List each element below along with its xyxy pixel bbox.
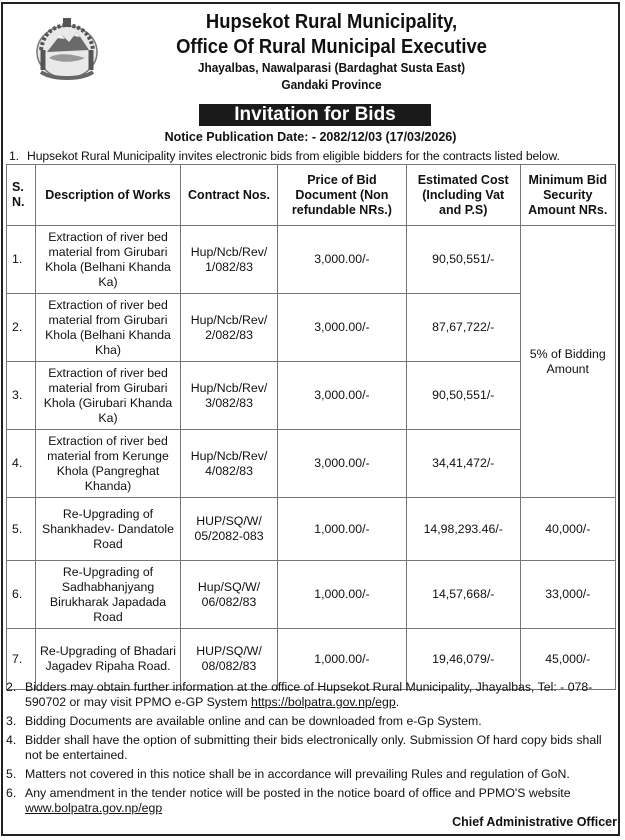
cell-price: 3,000.00/- xyxy=(277,294,406,362)
header-price: Price of Bid Document (Non refundable NRs.) xyxy=(277,165,406,226)
cell-contract: Hup/Ncb/Rev/ 1/082/83 xyxy=(181,226,278,294)
cell-price: 3,000.00/- xyxy=(277,430,406,498)
egp-link[interactable]: https://bolpatra.gov.np/egp xyxy=(250,695,396,709)
header-estimate: Estimated Cost (Including Vat and P.S) xyxy=(406,165,520,226)
cell-sn: 1. xyxy=(7,226,36,294)
note-text: Bidding Documents are available online and can be downloaded from e-Gp System. xyxy=(25,714,482,728)
note-number: 6. xyxy=(6,786,17,800)
cell-description: Re-Upgrading of Bhadari Jagadev Ripaha Road. xyxy=(35,629,180,690)
cell-price: 3,000.00/- xyxy=(277,226,406,294)
cell-contract: Hup/Ncb/Rev/ 3/082/83 xyxy=(181,362,278,430)
cell-contract: HUP/SQ/W/ 05/2082-083 xyxy=(181,498,278,561)
publication-date: Notice Publication Date: - 2082/12/03 (17/03/2026) xyxy=(164,130,457,144)
cell-description: Extraction of river bed material from Kerunge Khola (Pangreghat Khanda) xyxy=(35,430,180,498)
notes-list xyxy=(6,680,616,820)
header-sn: S. N. xyxy=(7,165,36,226)
note-number: 5. xyxy=(6,767,17,781)
cell-sn: 3. xyxy=(7,362,36,430)
cell-sn: 6. xyxy=(7,561,36,629)
note-item xyxy=(6,714,616,729)
letterhead xyxy=(3,10,618,94)
cell-security: 40,000/- xyxy=(520,498,616,561)
note-text: Bidders may obtain further information at the office of Hupsekot Rural Municipality, Jhayalbas, Tel: - 078-590702 or may visit PPMO e-GP System xyxy=(25,680,593,709)
cell-description: Re-Upgrading of Shankhadev- Dandatole Road xyxy=(35,498,180,561)
cell-contract: Hup/Ncb/Rev/ 2/082/83 xyxy=(181,294,278,362)
table-row xyxy=(7,226,616,294)
cell-description: Re-Upgrading of Sadhabhanjyang Birukharak Japadada Road xyxy=(35,561,180,629)
note-number: 4. xyxy=(6,733,17,747)
cell-estimate: 34,41,472/- xyxy=(406,430,520,498)
cell-estimate: 14,98,293.46/- xyxy=(406,498,520,561)
cell-contract: Hup/Ncb/Rev/ 4/082/83 xyxy=(181,430,278,498)
note-number: 3. xyxy=(6,714,17,728)
cell-price: 3,000.00/- xyxy=(277,362,406,430)
header-contract: Contract Nos. xyxy=(181,165,278,226)
cell-estimate: 90,50,551/- xyxy=(406,226,520,294)
cell-price: 1,000.00/- xyxy=(277,629,406,690)
signatory: Chief Administrative Officer xyxy=(452,815,617,829)
cell-estimate: 87,67,722/- xyxy=(406,294,520,362)
note-text: Bidder shall have the option of submitting their bids electronically only. Submission Of hard copy bids shall not be entertained. xyxy=(25,733,602,762)
cell-description: Extraction of river bed material from Girubari Khola (Belhani Khanda Ka) xyxy=(35,226,180,294)
intro-note xyxy=(9,149,560,163)
note-text: Any amendment in the tender notice will be posted in the notice board of office and PPMO'S website xyxy=(25,786,571,800)
header-security: Minimum Bid Security Amount NRs. xyxy=(520,165,616,226)
cell-security: 45,000/- xyxy=(520,629,616,690)
header-description: Description of Works xyxy=(35,165,180,226)
cell-contract: HUP/SQ/W/ 08/082/83 xyxy=(181,629,278,690)
note-item xyxy=(6,786,616,816)
cell-price: 1,000.00/- xyxy=(277,561,406,629)
intro-text: Hupsekot Rural Municipality invites electronic bids from eligible bidders for the contracts listed below. xyxy=(27,149,560,163)
note-item xyxy=(6,767,616,782)
note-text: Matters not covered in this notice shall be in accordance will prevailing Rules and regulation of GoN. xyxy=(25,767,570,781)
intro-number: 1. xyxy=(9,149,19,163)
cell-security-merged: 5% of Bidding Amount xyxy=(520,226,616,498)
cell-sn: 2. xyxy=(7,294,36,362)
note-item xyxy=(6,733,616,763)
cell-sn: 5. xyxy=(7,498,36,561)
cell-estimate: 19,46,079/- xyxy=(406,629,520,690)
bolpatra-link[interactable]: www.bolpatra.gov.np/egp xyxy=(25,801,163,815)
cell-sn: 7. xyxy=(7,629,36,690)
cell-description: Extraction of river bed material from Girubari Khola (Girubari Khanda Ka) xyxy=(35,362,180,430)
office-name: Office Of Rural Municipal Executive xyxy=(176,36,487,58)
note-item: 2. Bidders may obtain further information at the office of Hupsekot Rural Municipality, Jhayalbas, Tel: - 078-590702 or may visit PPMO e-GP System https://bolpatra.gov.np/egp. xyxy=(6,680,593,709)
cell-contract: Hup/SQ/W/ 06/082/83 xyxy=(181,561,278,629)
province: Gandaki Province xyxy=(281,78,382,92)
cell-estimate: 90,50,551/- xyxy=(406,362,520,430)
cell-description: Extraction of river bed material from Girubari Khola (Belhani Khanda Kha) xyxy=(35,294,180,362)
note-number: 2. xyxy=(6,680,17,694)
cell-sn: 4. xyxy=(7,430,36,498)
cell-price: 1,000.00/- xyxy=(277,498,406,561)
org-name: Hupsekot Rural Municipality, xyxy=(205,11,458,33)
title-banner: Invitation for Bids xyxy=(199,104,431,126)
table-row xyxy=(7,498,616,561)
cell-estimate: 14,57,668/- xyxy=(406,561,520,629)
cell-security: 33,000/- xyxy=(520,561,616,629)
bids-table xyxy=(6,164,616,690)
address: Jhayalbas, Nawalparasi (Bardaghat Susta East) xyxy=(197,61,466,75)
table-row xyxy=(7,561,616,629)
table-header-row xyxy=(7,165,616,226)
